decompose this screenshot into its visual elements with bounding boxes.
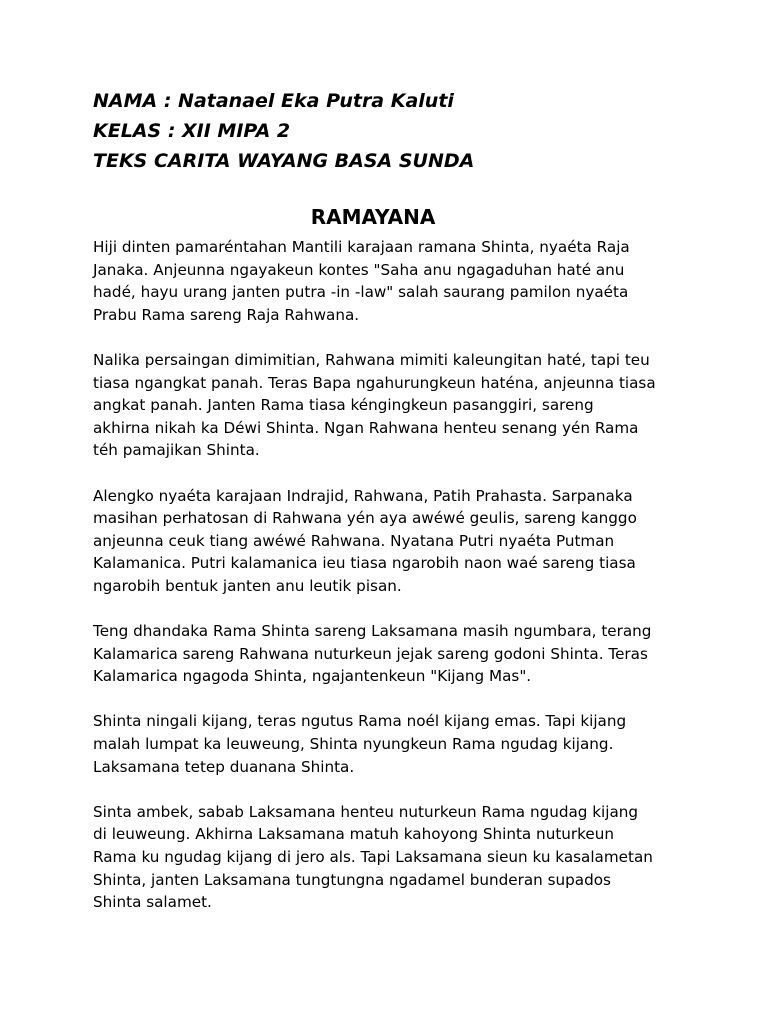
- story-paragraph: [93, 801, 693, 914]
- paragraph-line: Laksamana tetep duanana Shinta.: [93, 757, 355, 776]
- student-name: NAMA : Natanael Eka Putra Kaluti: [93, 90, 454, 112]
- paragraph-line: Prabu Rama sareng Raja Rahwana.: [93, 305, 360, 324]
- paragraph-line: Sinta ambek, sabab Laksamana henteu nuturkeun Rama ngudag kijang: [93, 802, 639, 821]
- paragraph-line: Shinta ningali kijang, teras ngutus Rama noél kijang emas. Tapi kijang: [93, 712, 627, 731]
- paragraph-line: Kalamanica. Putri kalamanica ieu tiasa ngarobih naon waé sareng tiasa: [93, 554, 636, 573]
- paragraph-line: Hiji dinten pamaréntahan Mantili karajaan ramana Shinta, nyaéta Raja: [93, 238, 630, 256]
- paragraph-line: di leuweung. Akhirna Laksamana matuh kahoyong Shinta nuturkeun: [93, 825, 614, 844]
- paragraph-line: Kalamarica ngagoda Shinta, ngajantenkeun "Kijang Mas".: [93, 667, 532, 686]
- paragraph-line: akhirna nikah ka Déwi Shinta. Ngan Rahwana henteu senang yén Rama: [93, 418, 639, 437]
- paragraph-line: anjeunna ceuk tiang awéwé Rahwana. Nyatana Putri nyaéta Putman: [93, 531, 615, 550]
- document-page: [93, 86, 693, 912]
- story-paragraph: [93, 236, 693, 326]
- paragraph-line: Janaka. Anjeunna ngayakeun kontes "Saha anu ngagaduhan haté anu: [93, 260, 625, 279]
- paragraph-line: Nalika persaingan dimimitian, Rahwana mimiti kaleungitan haté, tapi teu: [93, 350, 650, 369]
- paragraph-line: hadé, hayu urang janten putra -in -law" salah saurang pamilon nyaéta: [93, 283, 629, 302]
- paragraph-line: Rama ku ngudag kijang di jero als. Tapi Laksamana sieun ku kasalametan: [93, 848, 653, 867]
- paragraph-line: Kalamarica sareng Rahwana nuturkeun jejak sareng godoni Shinta. Teras: [93, 644, 648, 663]
- paragraph-line: tiasa ngangkat panah. Teras Bapa ngahurungkeun haténa, anjeunna tiasa: [93, 373, 656, 392]
- paragraph-line: malah lumpat ka leuweung, Shinta nyungkeun Rama ngudag kijang.: [93, 735, 614, 754]
- document-subject: TEKS CARITA WAYANG BASA SUNDA: [93, 150, 475, 172]
- paragraph-line: angkat panah. Janten Rama tiasa kéngingkeun pasanggiri, sareng: [93, 396, 594, 415]
- story-paragraph: [93, 710, 693, 778]
- student-class: KELAS : XII MIPA 2: [93, 120, 291, 142]
- story-title: RAMAYANA: [310, 205, 436, 229]
- paragraph-line: Shinta, janten Laksamana tungtungna ngadamel bunderan supados: [93, 870, 611, 889]
- paragraph-line: Teng dhandaka Rama Shinta sareng Laksamana masih ngumbara, terang: [93, 622, 652, 641]
- story-paragraph: [93, 349, 693, 462]
- story-body: [93, 236, 693, 936]
- paragraph-line: ngarobih bentuk janten anu leutik pisan.: [93, 576, 402, 595]
- paragraph-line: Shinta salamet.: [93, 893, 212, 912]
- story-paragraph: [93, 485, 693, 598]
- paragraph-line: masihan perhatosan di Rahwana yén aya awéwé geulis, sareng kanggo: [93, 509, 637, 528]
- paragraph-line: Alengko nyaéta karajaan Indrajid, Rahwana, Patih Prahasta. Sarpanaka: [93, 486, 633, 505]
- story-paragraph: [93, 620, 693, 688]
- paragraph-line: téh pamajikan Shinta.: [93, 441, 260, 460]
